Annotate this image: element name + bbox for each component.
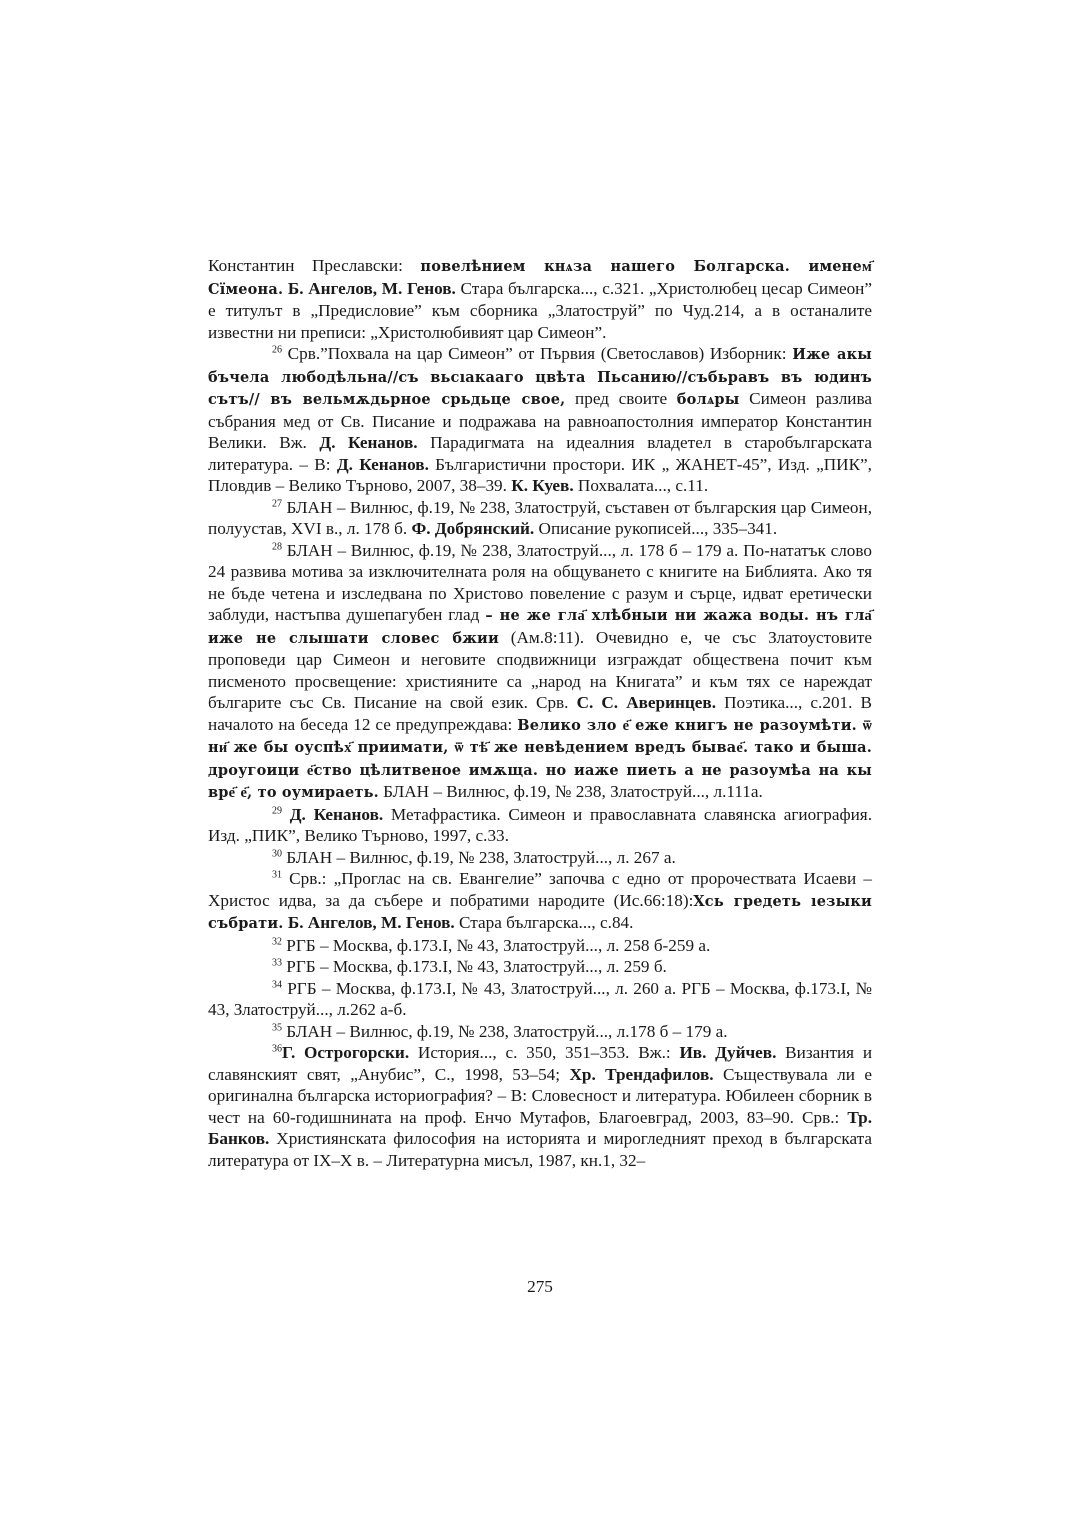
- text: Константин Преславски:: [208, 256, 421, 275]
- footnote-34: [208, 978, 872, 1021]
- footnote-27: [208, 497, 872, 540]
- footnote-28: [208, 540, 872, 804]
- footnote-36: [208, 1042, 872, 1171]
- old-slavonic-quote: Иже акы бъчела любодѣльна//съ вьсıакааго цвѣта Пьсанию//събьравъ въ юдинъ сътъ// въ вельмѫдьрное срьдьце свое,: [208, 346, 872, 408]
- footnote-number: 28: [272, 540, 282, 552]
- text: Срв.: „Проглас на св. Евангелие” започва с едно от пророчествата Исаеви – Христос идва, за да събере и побратими народите (Ис.66:18):: [208, 869, 872, 910]
- footnote-number: 36: [272, 1043, 282, 1055]
- text: РГБ – Москва, ф.173.I, № 43, Златоструй..., л. 260 а. РГБ – Москва, ф.173.I, № 43, Златоструй..., л.262 а-б.: [208, 978, 872, 1019]
- text: БЛАН – Вилнюс, ф.19, № 238, Златоструй..., л. 267 а.: [282, 847, 676, 867]
- footnote-26: [208, 343, 872, 497]
- paragraph-continuation: [208, 255, 872, 343]
- old-slavonic-quote: Хсь гредеть ıезыки събрати.: [208, 892, 872, 932]
- footnote-number: 29: [272, 804, 282, 816]
- author-name: Г. Острогорски.: [282, 1043, 410, 1062]
- footnote-number: 27: [272, 497, 282, 509]
- author-name: С. С. Аверинцев.: [576, 693, 716, 712]
- text: РГБ – Москва, ф.173.I, № 43, Златоструй..., л. 259 б.: [282, 957, 667, 976]
- author-name: Б. Ангелов, М. Генов.: [283, 913, 455, 932]
- author-name: К. Куев.: [511, 476, 574, 495]
- footnote-33: [208, 956, 872, 978]
- text: Стара българска..., с.321. „Христолюбец цесар Симеон” е титулът в „Предисловие” към сборника „Златоструй” по Чуд.214, а в останалите известни ни преписи: „Христолюбивият цар Симеон”.: [208, 278, 873, 342]
- page-body: [208, 255, 872, 1171]
- footnote-30: [208, 847, 872, 869]
- text: РГБ – Москва, ф.173.I, № 43, Златоструй..., л. 258 б-259 а.: [282, 935, 711, 955]
- old-slavonic-quote: Велико зло е҃ еже книгъ не разоумѣти. ѿ ни҃ же бы оуспѣх҃ приимати, ѿ тѣ҃ же невѣдением вредъ бывае҃. тако и быша. дроугоици е҃ство цѣлитвеное имѫща. но иаже пиеть а не разоумѣа на кы вре҃ е҃, то оумираеть.: [208, 716, 872, 801]
- footnote-number: 34: [272, 978, 282, 990]
- text: Метафрастика. Симеон и православната славянска агиография. Изд. „ПИК”, Велико Търново, 1997, с.33.: [208, 804, 872, 845]
- author-name: Б. Ангелов, М. Генов.: [287, 278, 456, 298]
- footnote-31: [208, 868, 872, 935]
- author-name: Ф. Добрянский.: [411, 519, 535, 538]
- old-slavonic-quote: – не же гла҃ хлѣбныи ни жажа воды. нъ гла҃ иже не слышати словес бжии: [208, 607, 872, 647]
- text: БЛАН – Вилнюс, ф.19, № 238, Златоструй..., л.111а.: [378, 782, 763, 801]
- author-name: Хр. Трендафилов.: [569, 1064, 714, 1084]
- footnote-number: 30: [272, 847, 282, 859]
- footnote-number: 33: [272, 957, 282, 969]
- text: БЛАН – Вилнюс, ф.19, № 238, Златоструй, съставен от българския цар Симеон, полуустав, XVI в., л. 178 б.: [208, 497, 872, 538]
- text: пред своите: [565, 389, 677, 408]
- old-slavonic-word: болѧры: [676, 391, 740, 408]
- text: БЛАН – Вилнюс, ф.19, № 238, Златоструй..., л. 178 б – 179 а. По-нататък слово 24 развива мотива за изключителната роля на общуването с книгите на Библията. Ако тя не бъде четена и изследвана по Христово повеление с разум и сърце, идват еретически заблуди, настъпва душепагубен глад: [208, 540, 872, 624]
- footnote-number: 32: [272, 935, 282, 947]
- author-name: Д. Кенанов.: [319, 433, 418, 452]
- text: Византия и славянският свят, „Анубис”, С., 1998, 53–54;: [208, 1043, 873, 1084]
- text: Симеон разлива събрания мед от Св. Писание и подражава на равноапостолния император Константин Велики. Вж.: [208, 389, 872, 452]
- footnote-number: 31: [272, 869, 282, 881]
- text: Срв.”Похвала на цар Симеон” от Първия (Светославов) Изборник:: [282, 344, 793, 363]
- author-name: Д. Кенанов.: [282, 804, 384, 824]
- text: Християнската философия на историята и мирогледният преход в българската литература от IX–X в. – Литературна мисъл, 1987, кн.1, 32–: [208, 1129, 872, 1170]
- text: История..., с. 350, 351–353. Вж.:: [409, 1043, 680, 1062]
- footnote-number: 35: [272, 1021, 282, 1033]
- text: (Ам.8:11). Очевидно е, че със Златоустовите проповеди цар Симеон и неговите сподвижници изграждат обществена почит към писменото просвещение: християните са „народ на Книгата” и към тях се нареждат българите със Св. Писание на свой език. Срв.: [208, 627, 872, 712]
- text: Стара българска..., с.84.: [454, 913, 634, 932]
- footnote-35: [208, 1021, 872, 1043]
- page-number: 275: [527, 1277, 553, 1296]
- text: Парадигмата на идеалния владетел в старобългарската литература. – В:: [208, 433, 873, 474]
- text: Описание рукописей..., 335–341.: [534, 519, 778, 538]
- footnote-29: [208, 804, 872, 847]
- text: Съществувала ли е оригинална българска историография? – В: Словесност и литература. Юбилеен сборник в чест на 60-годишнината на проф. Енчо Мутафов, Благоевград, 2003, 83–90. Срв.:: [208, 1064, 872, 1127]
- footnote-number: 26: [272, 344, 282, 356]
- text: Похвалата..., с.11.: [573, 476, 709, 495]
- author-name: Ив. Дуйчев.: [679, 1043, 777, 1062]
- footnote-32: [208, 935, 872, 957]
- author-name: Д. Кенанов.: [336, 454, 429, 474]
- old-slavonic-quote: повелѣнием кнѧза нашего Болгарска. именем҃ Сїмеона.: [208, 258, 872, 298]
- text: Българистични простори. ИК „ ЖАНЕТ-45”, Изд. „ПИК”, Пловдив – Велико Търново, 2007, 38–39.: [208, 454, 872, 495]
- text: Поэтика..., с.201. В началото на беседа 12 се предупреждава:: [208, 693, 872, 734]
- text: БЛАН – Вилнюс, ф.19, № 238, Златоструй..., л.178 б – 179 а.: [282, 1021, 728, 1041]
- author-name: Тр. Банков.: [208, 1107, 872, 1148]
